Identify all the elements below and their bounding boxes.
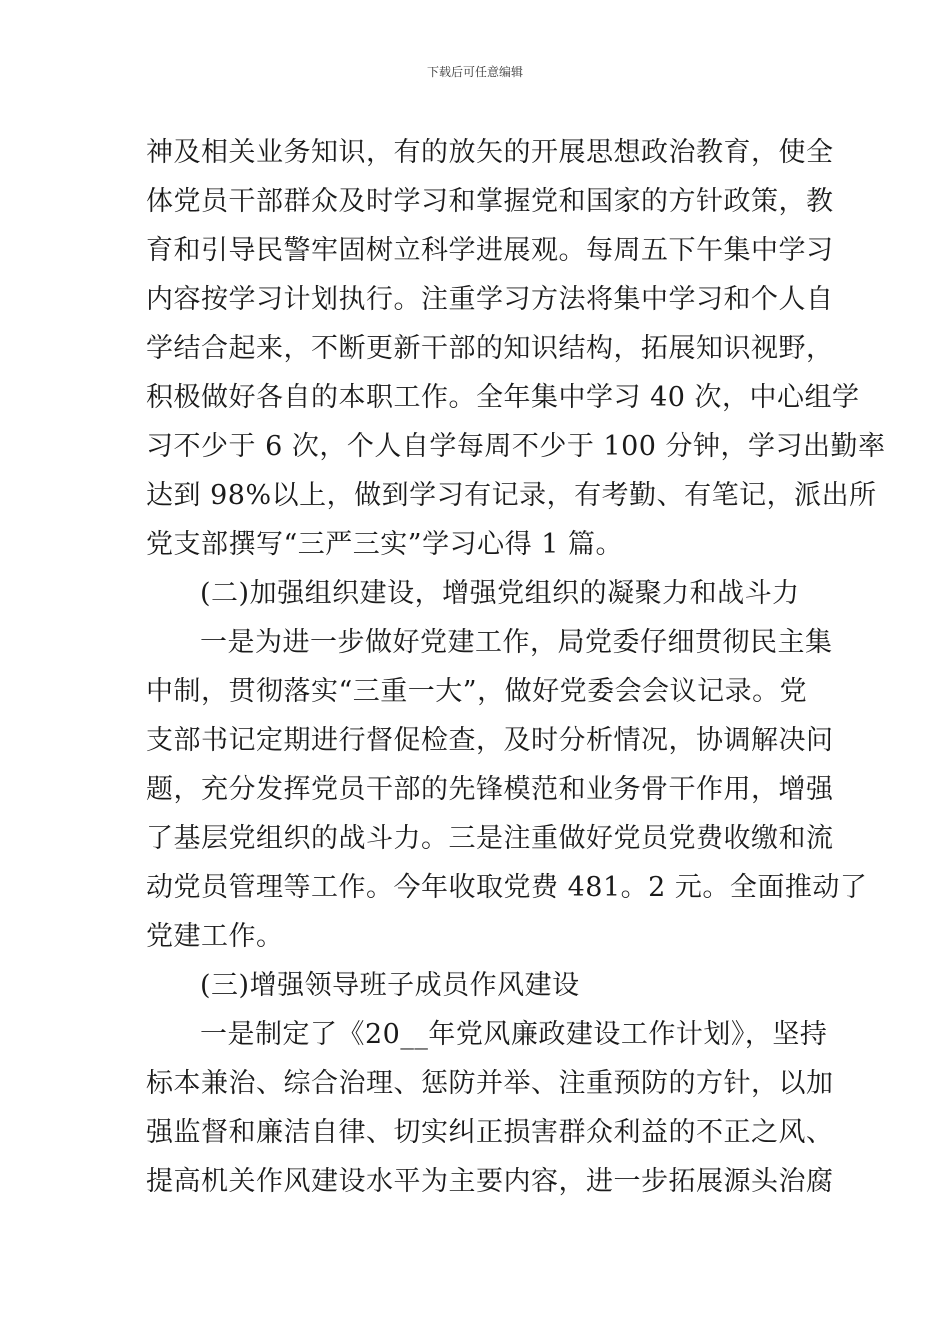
text-line: 学结合起来，不断更新干部的知识结构，拓展知识视野， [146, 333, 834, 364]
text-line: 党支部撰写“三严三实”学习心得 1 篇。 [146, 529, 623, 560]
text-line: 支部书记定期进行督促检查，及时分析情况，协调解决问 [146, 725, 834, 756]
text-line: (三)增强领导班子成员作风建设 [200, 970, 580, 1001]
text-line: 强监督和廉洁自律、切实纠正损害群众利益的不正之风、 [146, 1117, 834, 1148]
text-line: 标本兼治、综合治理、惩防并举、注重预防的方针，以加 [146, 1068, 834, 1099]
text-line: 达到 98%以上，做到学习有记录，有考勤、有笔记，派出所 [146, 480, 877, 511]
text-line: 中制，贯彻落实“三重一大”，做好党委会会议记录。党 [146, 676, 808, 707]
text-line: 题，充分发挥党员干部的先锋模范和业务骨干作用，增强 [146, 774, 834, 805]
text-line: 神及相关业务知识，有的放矢的开展思想政治教育，使全 [146, 137, 834, 168]
text-line: 一是制定了《20__年党风廉政建设工作计划》，坚持 [200, 1019, 828, 1050]
text-line: 了基层党组织的战斗力。三是注重做好党员党费收缴和流 [146, 823, 834, 854]
text-line: 育和引导民警牢固树立科学进展观。每周五下午集中学习 [146, 235, 834, 266]
text-line: 内容按学习计划执行。注重学习方法将集中学习和个人自 [146, 284, 834, 315]
text-line: 积极做好各自的本职工作。全年集中学习 40 次，中心组学 [146, 382, 860, 413]
page-header: 下载后可任意编辑 [426, 65, 523, 79]
text-line: 习不少于 6 次，个人自学每周不少于 100 分钟，学习出勤率 [146, 431, 886, 462]
text-line: 提高机关作风建设水平为主要内容，进一步拓展源头治腐 [146, 1166, 834, 1197]
text-line: 党建工作。 [146, 921, 284, 952]
text-line: 一是为进一步做好党建工作，局党委仔细贯彻民主集 [200, 627, 833, 658]
text-line: (二)加强组织建设，增强党组织的凝聚力和战斗力 [200, 578, 800, 609]
text-line: 动党员管理等工作。今年收取党费 481。2 元。全面推动了 [146, 872, 868, 903]
text-line: 体党员干部群众及时学习和掌握党和国家的方针政策，教 [146, 186, 834, 217]
document-body [146, 128, 886, 1206]
